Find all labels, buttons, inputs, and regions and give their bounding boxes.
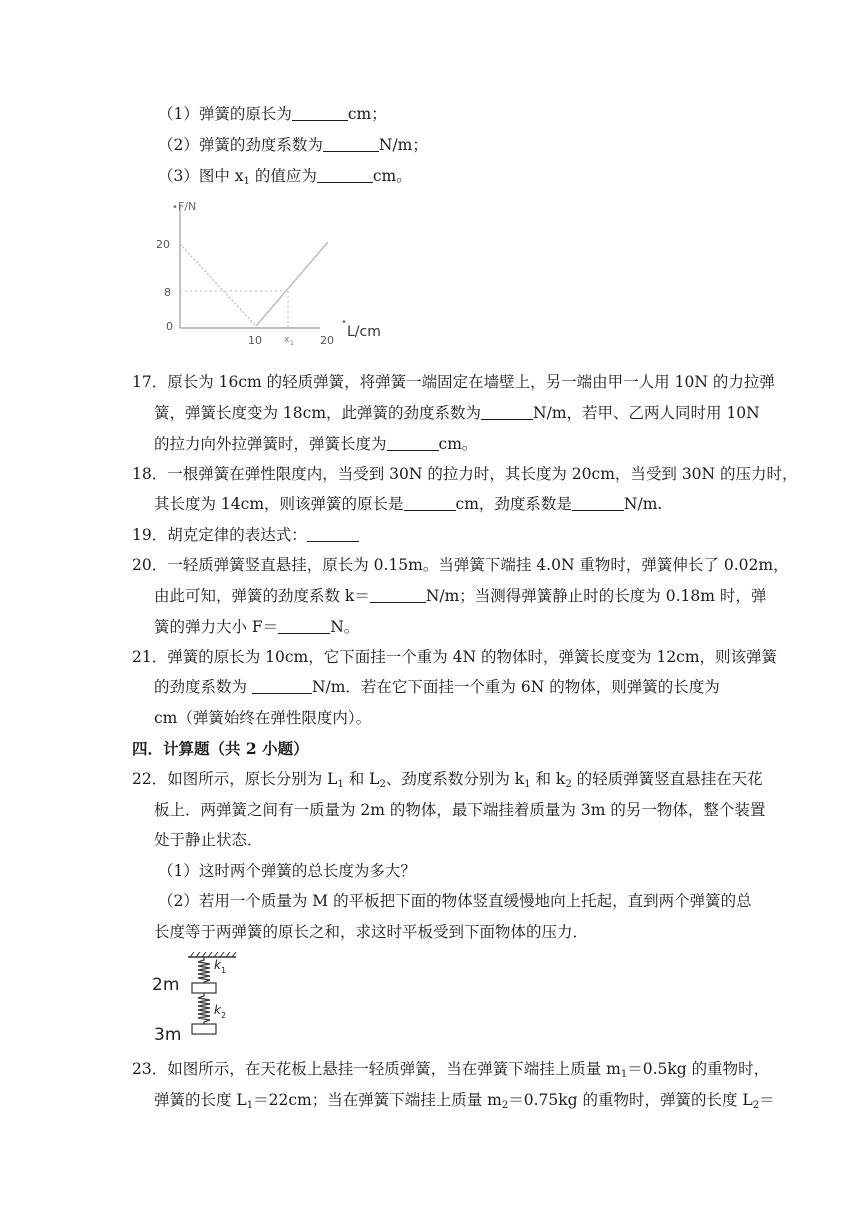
- spring-bottom-label: k: [214, 1003, 221, 1017]
- block-3m: [192, 1024, 216, 1034]
- graph-line-right: [256, 242, 328, 326]
- subscript: 1: [243, 176, 250, 187]
- text: 的拉力向外拉弹簧时，弹簧长度为: [154, 435, 387, 453]
- text: N/m.: [623, 495, 663, 513]
- q16-sub2: [158, 134, 428, 156]
- text: 其长度为 14cm，则该弹簧的原长是: [154, 495, 404, 513]
- answer-blank[interactable]: [323, 136, 379, 152]
- answer-blank[interactable]: [572, 495, 624, 511]
- text: ＝0.5kg 的重物时，: [627, 1060, 770, 1078]
- text: cm；: [347, 105, 387, 123]
- spring-top: [198, 957, 210, 983]
- q22-line2: 板上．两弹簧之间有一质量为 2m 的物体，最下端挂着质量为 3m 的另一物体，整个装置: [154, 801, 766, 819]
- subscript: 1: [337, 779, 344, 790]
- text: N/m；当测得弹簧静止时的长度为 0.18m 时，弹: [425, 587, 767, 605]
- text: 和 k: [530, 770, 566, 788]
- graph-line-left: [180, 244, 256, 326]
- text: ＝0.75kg 的重物时，弹簧的长度 L: [508, 1091, 753, 1109]
- q18-line2: [154, 493, 662, 515]
- subscript: 2: [565, 779, 572, 790]
- force-length-graph: [150, 192, 400, 352]
- x-tick-label: x: [284, 335, 290, 345]
- q16-sub1: [158, 103, 387, 125]
- text: （3）图中 x: [158, 167, 244, 185]
- text: 和 L: [343, 770, 380, 788]
- subscript: 1: [246, 1100, 254, 1111]
- two-spring-figure: [148, 952, 248, 1044]
- spring-top-label: k: [214, 958, 221, 972]
- subscript: 2: [752, 1100, 760, 1111]
- text: 19．胡克定律的表达式：: [132, 526, 307, 544]
- q17-line1: 17．原长为 16cm 的轻质弹簧，将弹簧一端固定在墙壁上，另一端由甲一人用 10N 的力拉弹: [132, 373, 775, 391]
- answer-blank[interactable]: [307, 526, 359, 542]
- answer-blank[interactable]: [404, 495, 456, 511]
- q16-sub3: [158, 165, 412, 193]
- subscript: 1: [620, 1069, 628, 1080]
- text: 23．如图所示，在天花板上悬挂一轻质弹簧，当在弹簧下端挂上质量 m: [132, 1060, 621, 1078]
- q22-sub1: （1）这时两个弹簧的总长度为多大？: [158, 862, 416, 880]
- section-heading: 四．计算题（共 2 小题）: [132, 739, 309, 758]
- text: N。: [330, 618, 360, 636]
- q20-line1: 20．一轻质弹簧竖直悬挂，原长为 0.15m。当弹簧下端挂 4.0N 重物时，弹簧伸长了 0.02m，: [132, 556, 789, 574]
- mass-bottom-label: 3m: [154, 1025, 182, 1044]
- text: cm。: [372, 167, 412, 185]
- x-tick-label: 20: [320, 334, 334, 347]
- answer-blank[interactable]: [481, 404, 533, 420]
- answer-blank[interactable]: [370, 587, 426, 603]
- subscript: 2: [379, 779, 386, 790]
- y-tick-label: 20: [156, 238, 170, 251]
- text: 簧的弹力大小 F＝: [154, 618, 279, 636]
- answer-blank[interactable]: [387, 435, 439, 451]
- q23-line1: [132, 1058, 769, 1086]
- q20-line2: [154, 585, 766, 607]
- text: ＝22cm；当在弹簧下端挂上质量 m: [253, 1091, 502, 1109]
- x-axis-arrow: •: [341, 317, 347, 328]
- text: 22．如图所示，原长分别为 L: [132, 770, 338, 788]
- q21-line3: cm（弹簧始终在弹性限度内）。: [154, 709, 372, 727]
- x-tick-subscript: 1: [290, 340, 294, 347]
- q20-line3: [154, 616, 359, 638]
- x-axis-label: L/cm: [347, 324, 381, 340]
- mass-top-label: 2m: [152, 975, 180, 995]
- y-tick-label: 0: [166, 320, 173, 333]
- q22-sub2-line1: （2）若用一个质量为 M 的平板把下面的物体竖直缓慢地向上托起，直到两个弹簧的总: [158, 892, 752, 910]
- q23-line2: [154, 1089, 775, 1117]
- text: 弹簧的长度 L: [154, 1091, 247, 1109]
- q22-line3: 处于静止状态．: [154, 831, 263, 849]
- text: 的轻质弹簧竖直悬挂在天花: [571, 770, 763, 788]
- subscript: 1: [524, 779, 531, 790]
- q22-line1: [132, 768, 763, 796]
- y-axis-arrow: •: [172, 202, 178, 213]
- spring-bottom-subscript: 2: [221, 1011, 227, 1020]
- text: 的劲度系数为: [154, 678, 252, 696]
- spring-top-subscript: 1: [221, 966, 227, 975]
- text: 、劲度系数分别为 k: [385, 770, 525, 788]
- y-axis-label: F/N: [178, 200, 197, 213]
- text: N/m；: [378, 136, 428, 154]
- q18-line1: 18．一根弹簧在弹性限度内，当受到 30N 的拉力时，其长度为 20cm，当受到 30N 的压力时，: [132, 465, 798, 483]
- text: N/m，若甲、乙两人同时用 10N: [533, 404, 760, 422]
- q21-line2: [154, 676, 720, 698]
- spring-bottom: [198, 993, 210, 1024]
- subscript: 2: [501, 1100, 509, 1111]
- text: 由此可知，弹簧的劲度系数 k＝: [154, 587, 370, 605]
- q22-sub2-line2: 长度等于两弹簧的原长之和，求这时平板受到下面物体的压力．: [154, 923, 589, 941]
- q21-line1: 21．弹簧的原长为 10cm，它下面挂一个重为 4N 的物体时，弹簧长度变为 12cm，则该弹簧: [132, 648, 778, 666]
- text: 的值应为: [249, 167, 317, 185]
- text: ＝: [759, 1091, 775, 1109]
- y-tick-label: 8: [164, 286, 171, 299]
- text: cm，劲度系数是: [455, 495, 572, 513]
- block-2m: [192, 983, 216, 993]
- answer-blank[interactable]: [292, 105, 348, 121]
- answer-blank[interactable]: [252, 678, 312, 694]
- answer-blank[interactable]: [278, 618, 330, 634]
- q17-line2: [154, 402, 760, 424]
- answer-blank[interactable]: [317, 167, 373, 183]
- text: （2）弹簧的劲度系数为: [158, 136, 323, 154]
- text: 簧，弹簧长度变为 18cm，此弹簧的劲度系数为: [154, 404, 482, 422]
- text: cm。: [438, 435, 478, 453]
- q19-line: [132, 524, 359, 546]
- text: N/m．若在它下面挂一个重为 6N 的物体，则弹簧的长度为: [311, 678, 720, 696]
- q17-line3: [154, 433, 477, 455]
- x-tick-label: 10: [248, 334, 262, 347]
- text: （1）弹簧的原长为: [158, 105, 292, 123]
